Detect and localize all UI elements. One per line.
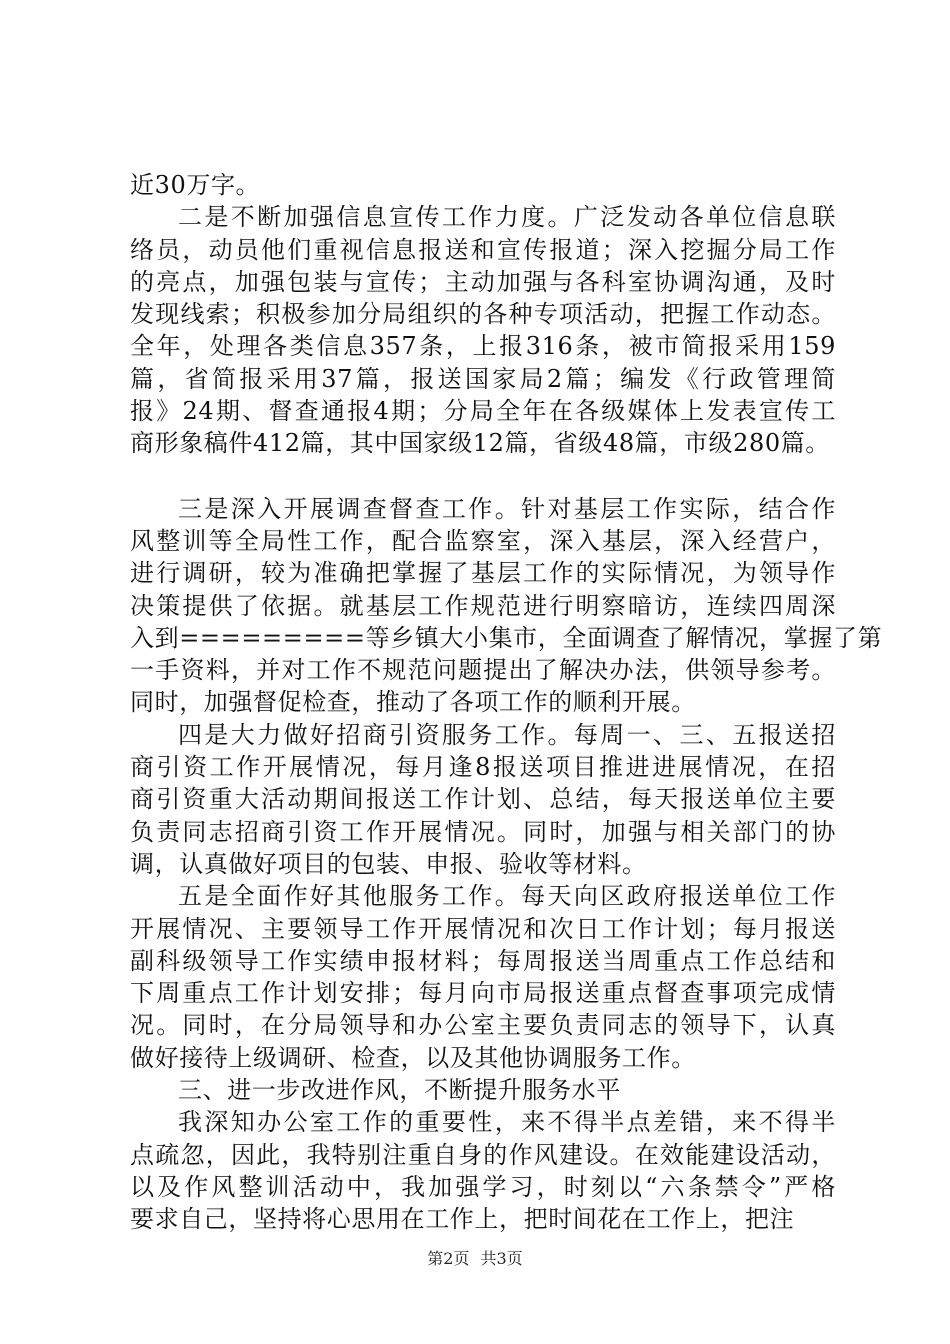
- page-number: 第2页: [427, 1249, 470, 1268]
- text-line: 商形象稿件412篇，其中国家级12篇，省级48篇，市级280篇。: [130, 429, 830, 458]
- paragraph: [130, 880, 836, 1074]
- paragraph: [130, 169, 836, 201]
- text-line: 发现线索；积极参加分局组织的各种专项活动，把握工作动态。: [130, 300, 836, 329]
- paragraph: [130, 493, 883, 719]
- text-line: 报》24期、督查通报4期；分局全年在各级媒体上发表宣传工: [130, 397, 836, 426]
- text-line: 络员，动员他们重视信息报送和宣传报道；深入挖掘分局工作: [130, 235, 836, 264]
- text-line: 入到=========等乡镇大小集市，全面调查了解情况，掌握了第: [130, 623, 883, 652]
- text-line: 商引资工作开展情况，每月逢8报送项目推进进展情况，在招: [130, 753, 836, 782]
- page-total: 共3页: [480, 1249, 523, 1268]
- page-footer: [0, 1246, 950, 1269]
- text-line: 况。同时，在分局领导和办公室主要负责同志的领导下，认真: [130, 1011, 836, 1040]
- text-line: 四是大力做好招商引资服务工作。每周一、三、五报送招: [178, 720, 836, 749]
- text-line: 副科级领导工作实绩申报材料；每周报送当周重点工作总结和: [130, 946, 836, 975]
- paragraph: [130, 201, 836, 459]
- text-line: 篇，省简报采用37篇，报送国家局2篇；编发《行政管理简: [130, 364, 836, 393]
- text-line: 开展情况、主要领导工作开展情况和次日工作计划；每月报送: [130, 914, 836, 943]
- paragraph: [130, 719, 836, 880]
- text-line: 同时，加强督促检查，推动了各项工作的顺利开展。: [130, 688, 696, 717]
- text-line: 决策提供了依据。就基层工作规范进行明察暗访，连续四周深: [130, 591, 836, 620]
- text-line: 要求自己，坚持将心思用在工作上，把时间花在工作上，把注: [130, 1205, 795, 1234]
- paragraph: [130, 1074, 836, 1106]
- paragraph: [130, 1106, 836, 1235]
- text-line: 点疏忽，因此，我特别注重自身的作风建设。在效能建设活动，: [130, 1140, 836, 1169]
- text-line: 调，认真做好项目的包装、申报、验收等材料。: [130, 849, 647, 878]
- text-line: 进行调研，较为准确把掌握了基层工作的实际情况，为领导作: [130, 559, 836, 588]
- text-line: 下周重点工作计划安排；每月向市局报送重点督查事项完成情: [130, 979, 836, 1008]
- text-line: 五是全面作好其他服务工作。每天向区政府报送单位工作: [178, 882, 836, 911]
- text-line: 二是不断加强信息宣传工作力度。广泛发动各单位信息联: [178, 203, 836, 232]
- text-line: 一手资料，并对工作不规范问题提出了解决办法，供领导参考。: [130, 656, 836, 685]
- text-line: 商引资重大活动期间报送工作计划、总结，每天报送单位主要: [130, 785, 836, 814]
- text-line: 以及作风整训活动中，我加强学习，时刻以“六条禁令”严格: [130, 1172, 836, 1201]
- text-line: 风整训等全局性工作，配合监察室，深入基层，深入经营户，: [130, 526, 836, 555]
- text-line: 负责同志招商引资工作开展情况。同时，加强与相关部门的协: [130, 817, 836, 846]
- text-line: 我深知办公室工作的重要性，来不得半点差错，来不得半: [178, 1108, 836, 1137]
- paragraph-gap: [130, 460, 836, 493]
- text-line: 三是深入开展调查督查工作。针对基层工作实际，结合作: [178, 494, 836, 523]
- text-line: 三、进一步改进作风，不断提升服务水平: [178, 1076, 621, 1105]
- text-line: 的亮点，加强包装与宣传；主动加强与各科室协调沟通，及时: [130, 267, 836, 296]
- text-line: 做好接待上级调研、检查，以及其他协调服务工作。: [130, 1043, 696, 1072]
- text-line: 全年，处理各类信息357条，上报316条，被市简报采用159: [130, 332, 836, 361]
- document-body: [130, 169, 883, 1236]
- text-line: 近30万字。: [130, 171, 261, 199]
